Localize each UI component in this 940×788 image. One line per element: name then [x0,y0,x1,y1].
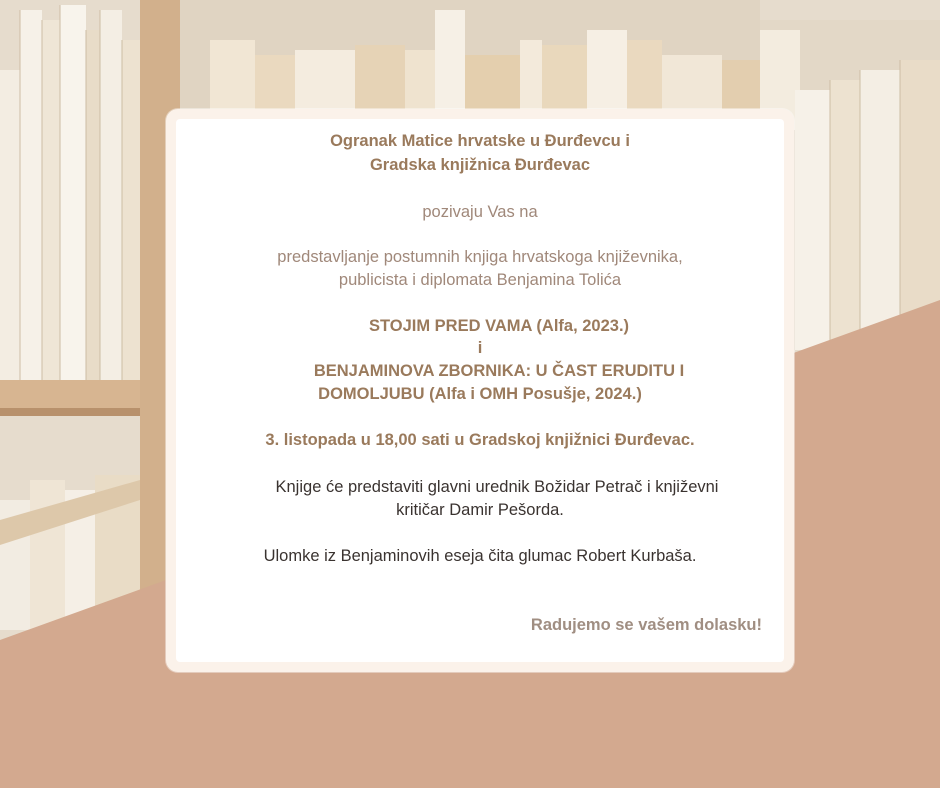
book-title-2-line-2: DOMOLJUBU (Alfa i OMH Posušje, 2024.) [318,385,642,403]
event-description-line-1: predstavljanje postumnih knjiga hrvatskoga književnika, [277,248,683,266]
invitation-card [166,109,794,672]
invite-text: pozivaju Vas na [422,203,538,221]
organizer-line-2: Gradska knjižnica Đurđevac [369,156,591,174]
book-title-1: STOJIM PRED VAMA (Alfa, 2023.) [368,317,630,335]
closing-text: Radujemo se vašem dolasku! [530,616,762,634]
reading-text: Ulomke iz Benjaminovih eseja čita glumac Robert Kurbaša. [263,547,697,565]
presenters-line-1: Knjige će predstaviti glavni urednik Božidar Petrač i književni [275,478,719,496]
date-and-place: 3. listopada u 18,00 sati u Gradskoj knjižnici Đurđevac. [265,431,695,449]
event-description-line-2: publicista i diplomata Benjamina Tolića [338,271,622,289]
conjunction-text: i [477,339,483,357]
book-title-2-line-1: BENJAMINOVA ZBORNIKA: U ČAST ERUDITU I [313,362,685,380]
presenters-line-2: kritičar Damir Pešorda. [396,501,564,519]
organizer-line-1: Ogranak Matice hrvatske u Đurđevcu i [330,132,630,150]
